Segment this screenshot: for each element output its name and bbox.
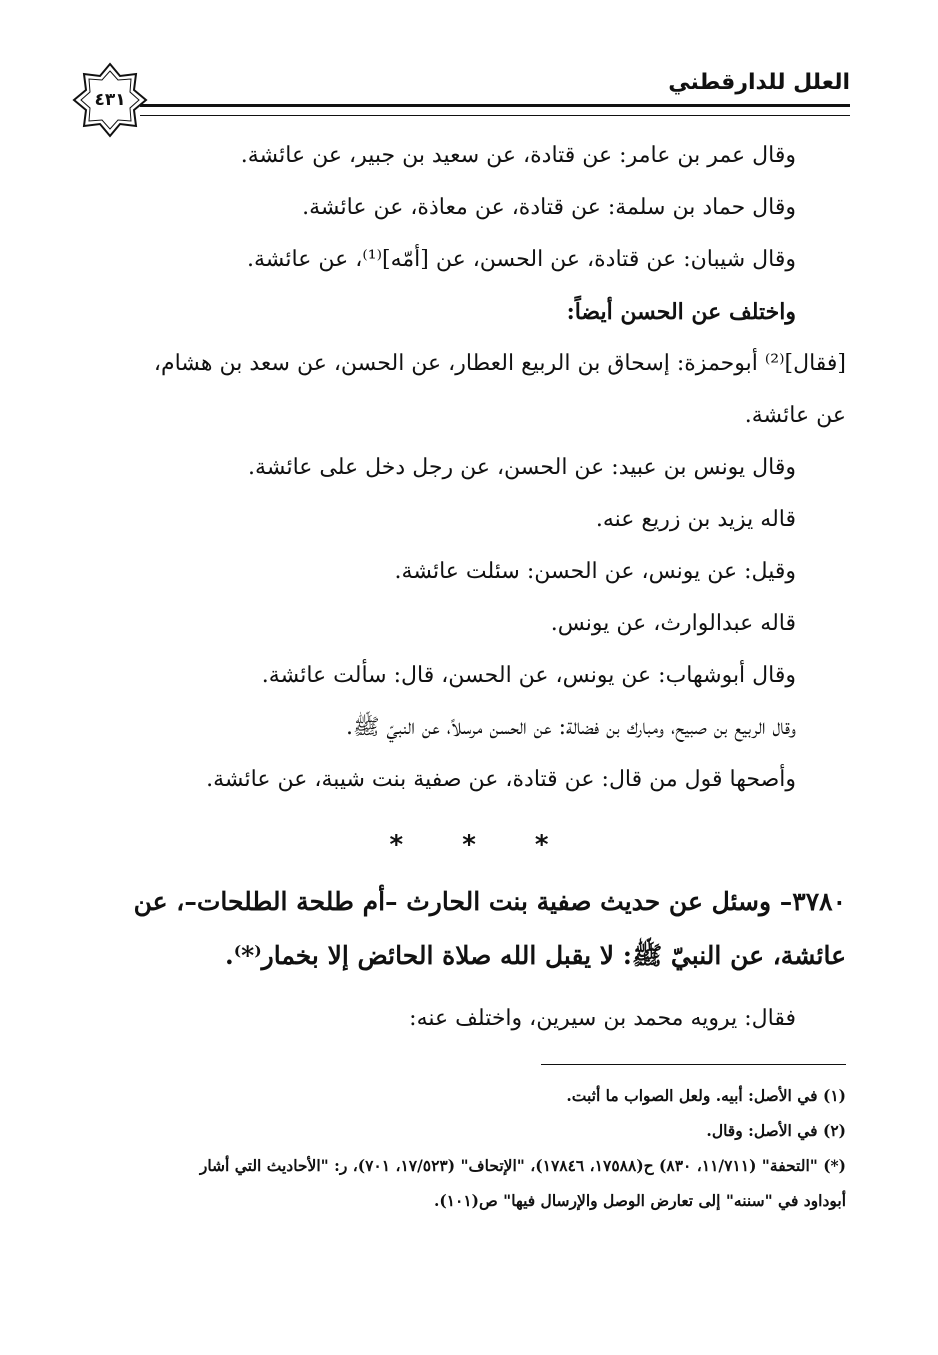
header-rule <box>140 104 850 116</box>
text-line: قاله يزيد بن زريع عنه. <box>595 507 796 532</box>
text-line: [فقال]⁽²⁾ أبوحمزة: إسحاق بن الربيع العطار، عن الحسن، عن سعد بن هشام، <box>153 351 846 376</box>
text-line: وقال أبوشهاب: عن يونس، عن الحسن، قال: سألت عائشة. <box>261 663 796 688</box>
footnote: (٢) في الأصل: وقال. <box>706 1121 846 1140</box>
page-number: ٤٣١ <box>94 90 126 110</box>
text-line: عن عائشة. <box>744 403 846 428</box>
text-line: واختلف عن الحسن أيضاً: <box>566 299 796 325</box>
text-line: قاله عبدالوارث، عن يونس. <box>550 611 796 636</box>
text-line: وقيل: عن يونس، عن الحسن: سئلت عائشة. <box>394 559 796 584</box>
text-line: وأصحها قول من قال: عن قتادة، عن صفية بنت شيبة، عن عائشة. <box>206 767 796 792</box>
text-line: وقال يونس بن عبيد: عن الحسن، عن رجل دخل على عائشة. <box>248 455 796 480</box>
footnotes <box>78 1078 846 1218</box>
footnote: (١) في الأصل: أبيه. ولعل الصواب ما أثبت. <box>566 1086 846 1105</box>
text-line: وقال حماد بن سلمة: عن قتادة، عن معاذة، عن عائشة. <box>302 195 796 220</box>
running-header-title: العلل للدارقطني <box>668 70 850 95</box>
text-line: وقال عمر بن عامر: عن قتادة، عن سعيد بن جبير، عن عائشة. <box>240 143 796 168</box>
footnote: أبوداود في "سننه" إلى تعارض الوصل والإرسال فيها" ص(١٠١). <box>433 1191 846 1210</box>
entry-heading-line-2: عائشة، عن النبيّ ﷺ: لا يقبل الله صلاة الحائض إلا بخمار⁽*⁾. <box>224 941 846 970</box>
main-text <box>88 130 846 806</box>
section-separator: * * * <box>389 830 549 860</box>
footnote-rule <box>541 1064 846 1065</box>
page-number-badge <box>70 60 150 140</box>
entry-answer-line: فقال: يرويه محمد بن سيرين، واختلف عنه: <box>409 1006 796 1031</box>
entry-heading-line-1: ٣٧٨٠– وسئل عن حديث صفية بنت الحارث –أم طلحة الطلحات–، عن <box>133 887 846 916</box>
text-line: وقال شيبان: عن قتادة، عن الحسن، عن [أمّه]⁽¹⁾، عن عائشة. <box>247 247 796 272</box>
text-line: وقال الربيع بن صبيح، ومبارك بن فضالة: عن الحسن مرسلاً، عن النبيّ ﷺ. <box>345 715 796 740</box>
footnote: (*) "التحفة" (١١/٧١١، ٨٣٠) ح(١٧٥٨٨، ١٧٨٤٦)، "الإتحاف" (١٧/٥٢٣، ٧٠١)، ر: "الأحاديث التي أشار <box>199 1156 846 1175</box>
